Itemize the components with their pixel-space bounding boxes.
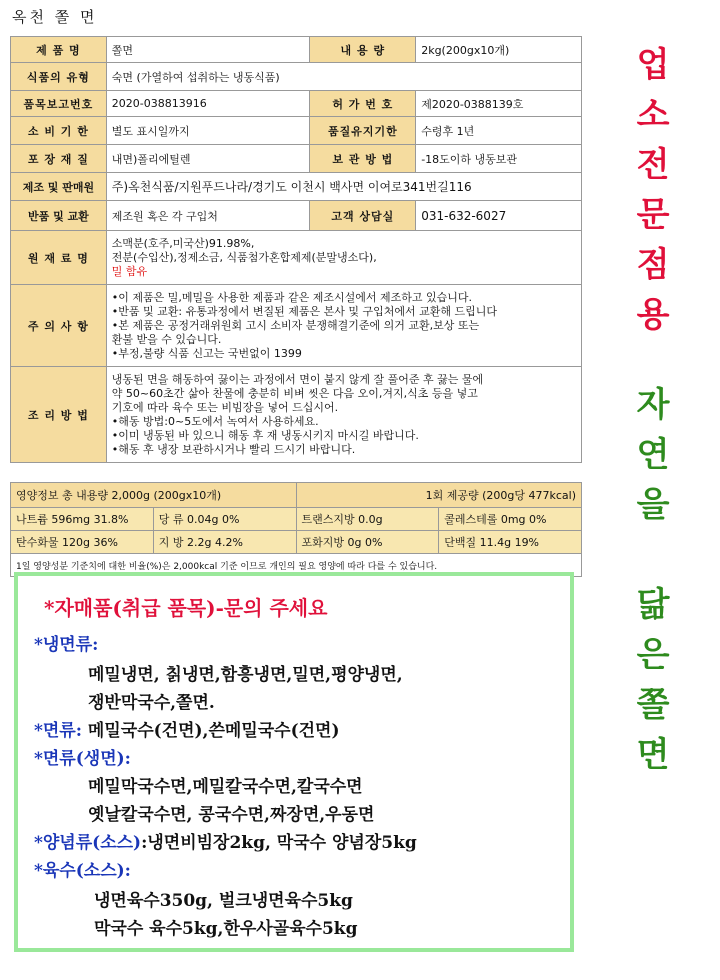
nutrition-total: 영양정보 총 내용량 2,000g (200gx10개) bbox=[11, 483, 297, 508]
fresh-noodle-label: *면류(생면): bbox=[34, 749, 131, 769]
field-label: 품질유지기한 bbox=[310, 117, 416, 145]
caution-line: •부정,불량 식품 신고는 국번없이 1399 bbox=[111, 346, 302, 360]
field-value: 내면)폴리에틸렌 bbox=[106, 145, 310, 173]
field-label: 허 가 번 호 bbox=[310, 91, 416, 117]
side-char: 연 bbox=[636, 435, 670, 475]
table-row bbox=[11, 231, 582, 285]
field-label: 품목보고번호 bbox=[11, 91, 107, 117]
side-char: 을 bbox=[636, 485, 670, 525]
caution-line: 환불 받을 수 있습니다. bbox=[111, 332, 222, 346]
fresh-noodle-items: 옛날칼국수면, 콩국수면,짜장면,우동면 bbox=[88, 805, 375, 825]
caution-line: •본 제품은 공정거래위원회 고시 소비자 분쟁해결기준에 의거 교환,보상 또는 bbox=[111, 318, 480, 332]
table-row bbox=[11, 367, 582, 463]
cold-noodle-items: 메밀냉면, 칡냉면,함흥냉면,밀면,평양냉면, bbox=[88, 665, 403, 685]
table-row bbox=[11, 63, 582, 91]
caution-line: •이 제품은 밀,메밀을 사용한 제품과 같은 제조시설에서 제조하고 있습니다. bbox=[111, 290, 473, 304]
nutrition-note: 1일 영양성분 기준치에 대한 비율(%)은 2,000kcal 기준 이므로 개인의 필요 영양에 따라 다를 수 있습니다. bbox=[11, 554, 582, 577]
side-char: 점 bbox=[636, 245, 670, 285]
field-value: 주)옥천식품/지원푸드나라/경기도 이천시 백사면 이여로341번길116 bbox=[106, 173, 581, 201]
field-label: 보 관 방 법 bbox=[310, 145, 416, 173]
cold-noodle-items: 쟁반막국수,쫄면. bbox=[88, 693, 215, 713]
side-char: 닮 bbox=[636, 585, 670, 625]
phone-value: 031-632-6027 bbox=[416, 201, 582, 231]
field-label: 제 품 명 bbox=[11, 37, 107, 63]
product-title: 옥천 쫄 면 bbox=[12, 8, 98, 26]
broth-items: 막국수 육수5kg,한우사골육수5kg bbox=[94, 919, 358, 939]
fresh-noodle-items: 메밀막국수면,메밀칼국수면,칼국수면 bbox=[88, 777, 363, 797]
ingredient-line: 소맥분(호주,미국산)91.98%, bbox=[111, 236, 255, 250]
side-char: 전 bbox=[636, 145, 670, 185]
table-row bbox=[11, 145, 582, 173]
nutrition-table bbox=[10, 482, 582, 577]
field-value: 쫄면 bbox=[106, 37, 310, 63]
side-char: 문 bbox=[636, 195, 670, 235]
cooking-line: •해동 방법:0~5도에서 녹여서 사용하세요. bbox=[111, 414, 319, 428]
caution-value bbox=[106, 285, 581, 367]
dry-noodle-label: *면류: bbox=[34, 721, 83, 741]
cooking-line: •해동 후 냉장 보관하시거나 빨리 드시기 바랍니다. bbox=[111, 442, 356, 456]
ingredient-line: 전분(수입산),정제소금, 식품첨가혼합제제(분말냉소다), bbox=[111, 250, 377, 264]
product-info-table bbox=[10, 36, 582, 463]
side-char: 용 bbox=[636, 295, 670, 335]
table-row bbox=[11, 508, 582, 531]
side-text-green bbox=[628, 380, 678, 780]
broth-items: 냉면육수350g, 벌크냉면육수5kg bbox=[94, 891, 353, 911]
related-products-box bbox=[14, 572, 574, 952]
field-value: 별도 표시일까지 bbox=[106, 117, 310, 145]
field-value: 2020-038813916 bbox=[106, 91, 310, 117]
field-label: 식품의 유형 bbox=[11, 63, 107, 91]
nutrient-cell: 탄수화물 120g 36% bbox=[11, 531, 154, 554]
side-char: 자 bbox=[636, 385, 670, 425]
side-spacer bbox=[628, 530, 678, 580]
sauce-label: *양념류(소스) bbox=[34, 833, 142, 853]
field-label: 반품 및 교환 bbox=[11, 201, 107, 231]
field-label: 제조 및 판매원 bbox=[11, 173, 107, 201]
table-row bbox=[11, 37, 582, 63]
nutrient-cell: 콜레스테롤 0mg 0% bbox=[439, 508, 582, 531]
field-label: 포 장 재 질 bbox=[11, 145, 107, 173]
cooking-line: •이미 냉동된 바 있으니 해동 후 재 냉동시키지 마시길 바랍니다. bbox=[111, 428, 419, 442]
sauce-row bbox=[34, 828, 417, 853]
field-value: 2kg(200gx10개) bbox=[416, 37, 582, 63]
side-char: 소 bbox=[636, 95, 670, 135]
nutrient-cell: 나트륨 596mg 31.8% bbox=[11, 508, 154, 531]
side-char: 은 bbox=[636, 635, 670, 675]
table-row bbox=[11, 91, 582, 117]
side-char: 면 bbox=[636, 735, 670, 775]
table-row bbox=[11, 285, 582, 367]
dry-noodle-row bbox=[34, 716, 340, 741]
nutrient-cell: 당 류 0.04g 0% bbox=[153, 508, 296, 531]
cooking-line: 약 50~60초간 삶아 찬물에 충분히 비벼 씻은 다음 오이,겨지,식초 등을 넣고 bbox=[111, 386, 478, 400]
nutrient-cell: 지 방 2.2g 4.2% bbox=[153, 531, 296, 554]
nutrient-cell: 트랜스지방 0.0g bbox=[296, 508, 439, 531]
products-heading: *자매품(취급 품목)-문의 주세요 bbox=[44, 596, 328, 620]
field-value: 수령후 1년 bbox=[416, 117, 582, 145]
caution-line: •반품 및 교환: 유통과정에서 변질된 제품은 본사 및 구입처에서 교환해 드립니다 bbox=[111, 304, 497, 318]
nutrition-serving: 1회 제공량 (200g당 477kcal) bbox=[296, 483, 582, 508]
dry-noodle-items: 메밀국수(건면),쓴메밀국수(건면) bbox=[82, 721, 340, 741]
nutrition-header bbox=[11, 483, 582, 508]
field-label: 고객 상담실 bbox=[310, 201, 416, 231]
field-label: 원 재 료 명 bbox=[11, 231, 107, 285]
table-row bbox=[11, 117, 582, 145]
cooking-line: 냉동된 면을 해동하여 끓이는 과정에서 면이 붙지 않게 잘 풀어준 후 끓는 물에 bbox=[111, 372, 484, 386]
cold-noodle-label: *냉면류: bbox=[34, 635, 99, 655]
field-label: 소 비 기 한 bbox=[11, 117, 107, 145]
broth-label: *육수(소스): bbox=[34, 861, 131, 881]
cooking-line: 기호에 따라 육수 또는 비빔장을 넣어 드십시어. bbox=[111, 400, 339, 414]
table-row bbox=[11, 173, 582, 201]
cooking-value bbox=[106, 367, 581, 463]
field-value: 제2020-0388139호 bbox=[416, 91, 582, 117]
table-row bbox=[11, 201, 582, 231]
field-value: 제조원 혹은 각 구입처 bbox=[106, 201, 310, 231]
side-text-red bbox=[628, 40, 678, 340]
field-label: 조 리 방 법 bbox=[11, 367, 107, 463]
side-char: 업 bbox=[636, 45, 670, 85]
nutrient-cell: 단백질 11.4g 19% bbox=[439, 531, 582, 554]
field-label: 내 용 량 bbox=[310, 37, 416, 63]
field-label: 주 의 사 항 bbox=[11, 285, 107, 367]
field-value: 숙면 (가열하여 섭취하는 냉동식품) bbox=[106, 63, 581, 91]
nutrient-cell: 포화지방 0g 0% bbox=[296, 531, 439, 554]
side-char: 쫄 bbox=[636, 685, 670, 725]
ingredients-value bbox=[106, 231, 581, 285]
table-row bbox=[11, 531, 582, 554]
sauce-items: :냉면비빔장2kg, 막국수 양념장5kg bbox=[141, 833, 417, 853]
field-value: -18도이하 냉동보관 bbox=[416, 145, 582, 173]
allergen-notice: 밀 함유 bbox=[111, 264, 148, 278]
